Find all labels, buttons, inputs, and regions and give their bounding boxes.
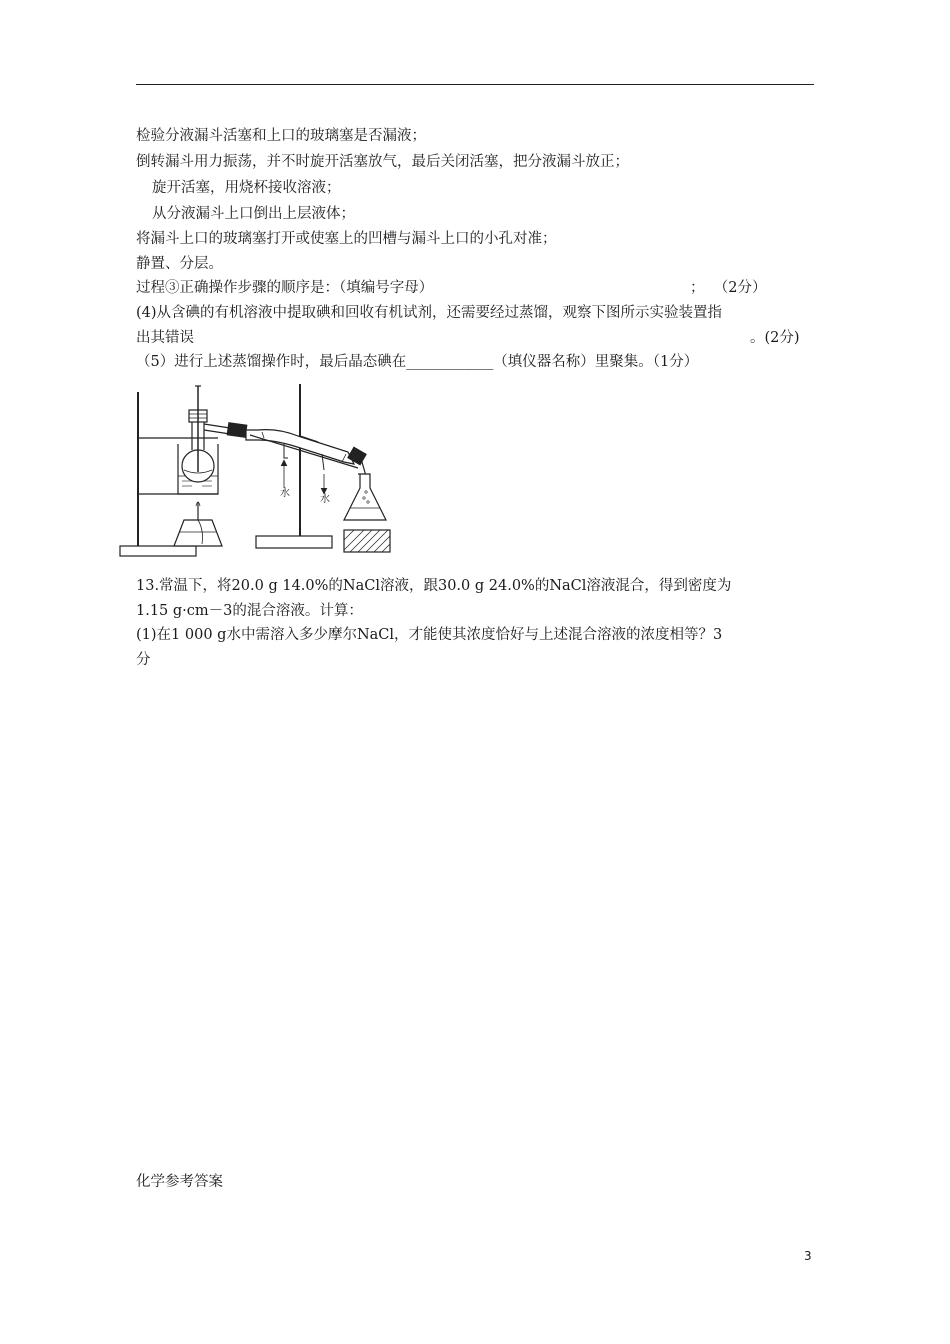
water-out-label: 水 <box>320 494 330 505</box>
step-open-stopcock: 旋开活塞，用烧杯接收溶液； <box>152 180 341 196</box>
question-13-1-line2: 分 <box>136 652 151 668</box>
question-4-line1: (4)从含碘的有机溶液中提取碘和回收有机试剂，还需要经过蒸馏，观察下图所示实验装置指 <box>136 305 723 321</box>
alcohol-lamp <box>174 520 222 546</box>
step-align-groove: 将漏斗上口的玻璃塞打开或使塞上的凹槽与漏斗上口的小孔对准； <box>136 231 557 247</box>
middle-stand-base <box>256 536 332 548</box>
error-score: 。(2分) <box>750 330 800 346</box>
water-in-label: 水 <box>280 488 290 499</box>
step-order-score: ； （2分） <box>690 280 767 296</box>
header-rule <box>136 84 814 85</box>
page-number: 3 <box>804 1249 812 1263</box>
step-shake: 倒转漏斗用力振荡，并不时旋开活塞放气，最后关闭活塞，把分液漏斗放正； <box>136 154 629 170</box>
question-5: （5）进行上述蒸馏操作时，最后晶态碘在____________（填仪器名称）里聚集。（1分） <box>136 354 699 370</box>
question-13-1-line1: (1)在1 000 g水中需溶入多少摩尔NaCl，才能使其浓度恰好与上述混合溶液的浓度相等？3 <box>136 627 723 643</box>
left-stand-base <box>120 546 196 556</box>
question-4-line2: 出其错误 <box>136 330 194 346</box>
step-pour-upper: 从分液漏斗上口倒出上层液体； <box>152 206 355 222</box>
question-13-line2: 1.15 g·cm－3的混合溶液。计算： <box>136 603 363 619</box>
distillation-apparatus-figure <box>118 380 398 562</box>
question-13-line1: 13.常温下，将20.0 g 14.0%的NaCl溶液，跟30.0 g 24.0%的NaCl溶液混合，得到密度为 <box>136 578 732 594</box>
question-step-order: 过程③正确操作步骤的顺序是：（填编号字母） <box>136 280 434 296</box>
step-stand: 静置、分层。 <box>136 256 223 272</box>
rubber-connector <box>227 423 246 437</box>
answer-key-heading: 化学参考答案 <box>136 1174 223 1190</box>
step-check-leak: 检验分液漏斗活塞和上口的玻璃塞是否漏液； <box>136 128 426 144</box>
